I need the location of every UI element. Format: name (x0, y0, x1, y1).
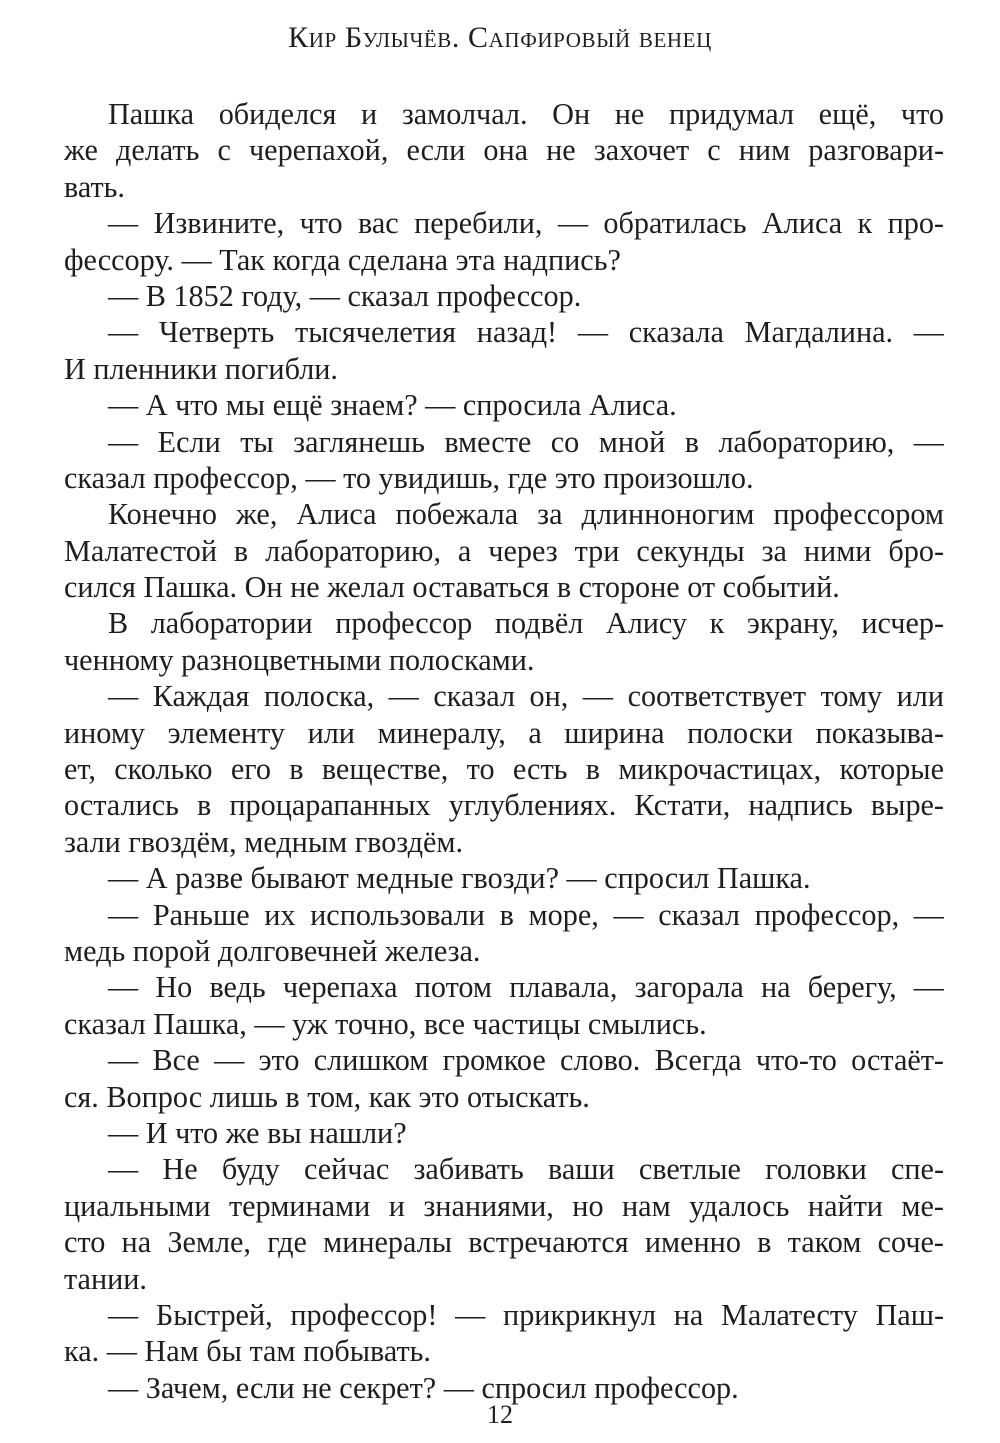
text-line: — А что мы ещё знаем? — спросила Алиса. (108, 388, 677, 423)
page-number: 12 (487, 1400, 513, 1429)
text-line: — А разве бывают медные гвозди? — спросил Пашка. (108, 861, 811, 896)
text-line: Пашка обиделся и замолчал. Он не придумал ещё, что (108, 97, 944, 131)
text-line: — Каждая полоска, — сказал он, — соответствует тому или (108, 679, 944, 714)
text-line: В лаборатории профессор подвёл Алису к экрану, исчер- (108, 606, 944, 641)
text-line: — В 1852 году, — сказал профессор. (108, 278, 582, 313)
text-line: — Не буду сейчас забивать ваши светлые головки спе- (108, 1152, 944, 1187)
text-line: сказал профессор, — то увидишь, где это произошло. (64, 460, 754, 495)
text-line: ся. Вопрос лишь в том, как это отыскать. (64, 1079, 590, 1114)
text-line: ка. — Нам бы там побывать. (64, 1334, 431, 1369)
text-line: зали гвоздём, медным гвоздём. (64, 824, 464, 859)
text-line: — Четверть тысячелетия назад! — сказала Магдалина. — (108, 315, 944, 350)
text-line: — Если ты заглянешь вместе со мной в лабораторию, — (108, 424, 944, 459)
text-line: сказал Пашка, — уж точно, все частицы смылись. (64, 1006, 707, 1041)
text-line: циальными терминами и знаниями, но нам удалось найти ме- (64, 1188, 944, 1223)
text-line: — Зачем, если не секрет? — спросил профессор. (108, 1370, 739, 1405)
text-line: же делать с черепахой, если она не захочет с ним разговари- (64, 133, 944, 168)
text-line: И пленники погибли. (64, 351, 338, 386)
text-line: — Извините, что вас перебили, — обратилась Алиса к про- (108, 206, 944, 241)
text-line: ченному разноцветными полосками. (64, 642, 535, 677)
text-line: ет, сколько его в веществе, то есть в микрочастицах, которые (64, 752, 944, 787)
text-line: Конечно же, Алиса побежала за длинноногим профессором (108, 497, 944, 532)
text-line: — Раньше их использовали в море, — сказал профессор, — (108, 897, 944, 932)
text-line: — И что же вы нашли? (108, 1115, 407, 1150)
text-line: Малатестой в лабораторию, а через три секунды за ними бро- (64, 533, 944, 568)
text-line: иному элементу или минералу, а ширина полоски показыва- (64, 715, 944, 750)
text-line: — Но ведь черепаха потом плавала, загорала на берегу, — (108, 970, 944, 1005)
body-text (64, 96, 944, 1406)
text-line: тании. (64, 1261, 147, 1296)
text-line: фессору. — Так когда сделана эта надпись? (64, 242, 621, 277)
running-title: Кир Булычёв. Сапфировый венец (288, 21, 712, 54)
text-line: вать. (64, 169, 125, 204)
text-line: сился Пашка. Он не желал оставаться в стороне от событий. (64, 570, 840, 605)
text-line: медь порой долговечней железа. (64, 933, 481, 968)
text-line: сто на Земле, где минералы встречаются именно в таком соче- (64, 1225, 944, 1260)
text-line: остались в процарапанных углублениях. Кстати, надпись выре- (64, 788, 944, 823)
text-line: — Все — это слишком громкое слово. Всегда что-то остаёт- (108, 1043, 944, 1078)
text-line: — Быстрей, профессор! — прикрикнул на Малатесту Паш- (108, 1297, 944, 1332)
